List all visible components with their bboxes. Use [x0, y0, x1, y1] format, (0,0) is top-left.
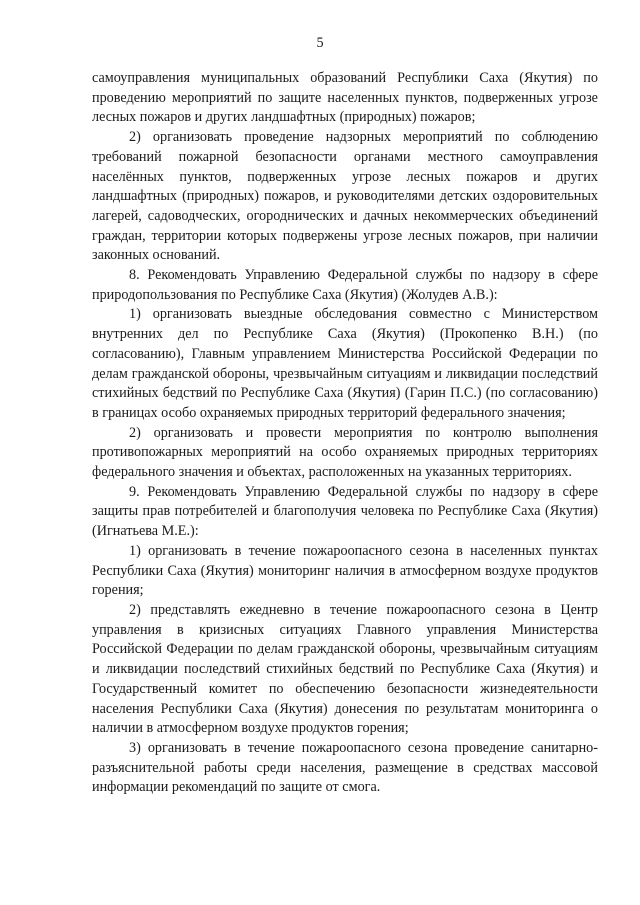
paragraph-section-8: 8. Рекомендовать Управлению Федеральной службы по надзору в сфере природопользования по Республике Саха (Якутия) (Жолудев А.В.):: [92, 267, 598, 303]
document-body: [92, 69, 598, 798]
paragraph-item-2-inspections: 2) организовать проведение надзорных мероприятий по соблюдению требований пожарной безопасности органами местного самоуправления населённых пунктов, подверженных угрозе лесных пожаров и других ландшафтных (природных) пожаров, и руководителями детских оздоровительных лагерей, садоводческих, огороднических и дачных некоммерческих объединений граждан, территории которых подвержены угрозе лесных пожаров, при наличии законных оснований.: [92, 129, 598, 264]
page-number: 5: [316, 35, 324, 51]
paragraph-continuation: самоуправления муниципальных образований Республики Саха (Якутия) по проведению мероприятий по защите населенных пунктов, подверженных угрозе лесных пожаров и других ландшафтных (природных) пожаров;: [92, 70, 598, 126]
paragraph-section-9: 9. Рекомендовать Управлению Федеральной службы по надзору в сфере защиты прав потребителей и благополучия человека по Республике Саха (Якутия) (Игнатьева М.Е.):: [92, 483, 598, 540]
paragraph-section-9-item-1: 1) организовать в течение пожароопасного сезона в населенных пунктах Республики Саха (Якутия) мониторинг наличия в атмосферном воздухе продуктов горения;: [92, 542, 598, 599]
paragraph-section-9-item-3: 3) организовать в течение пожароопасного сезона проведение санитарно-разъяснительной работы среди населения, размещение в средствах массовой информации рекомендаций по защите от смога.: [92, 739, 598, 796]
paragraph-section-9-item-2: 2) представлять ежедневно в течение пожароопасного сезона в Центр управления в кризисных ситуациях Главного управления Министерства Российской Федерации по делам гражданской обороны, чрезвычайным ситуациям и ликвидации последствий стихийных бедствий по Республике Саха (Якутия) и Государственный комитет по обеспечению безопасности жизнедеятельности населения Республики Саха (Якутия) донесения по результатам мониторинга о наличии в атмосферном воздухе продуктов горения;: [92, 601, 598, 737]
paragraph-section-8-item-1: 1) организовать выездные обследования совместно с Министерством внутренних дел по Республике Саха (Якутия) (Прокопенко В.Н.) (по согласованию), Главным управлением Министерства Российской Федерации по делам гражданской обороны, чрезвычайным ситуациям и ликвидации последствий стихийных бедствий по Республике Саха (Якутия) (Гарин П.С.) (по согласованию) в границах особо охраняемых природных территорий федерального значения;: [92, 306, 598, 421]
paragraph-section-8-item-2: 2) организовать и провести мероприятия по контролю выполнения противопожарных мероприятий на особо охраняемых природных территориях федерального значения и объектах, расположенных на указанных территориях.: [92, 424, 598, 481]
